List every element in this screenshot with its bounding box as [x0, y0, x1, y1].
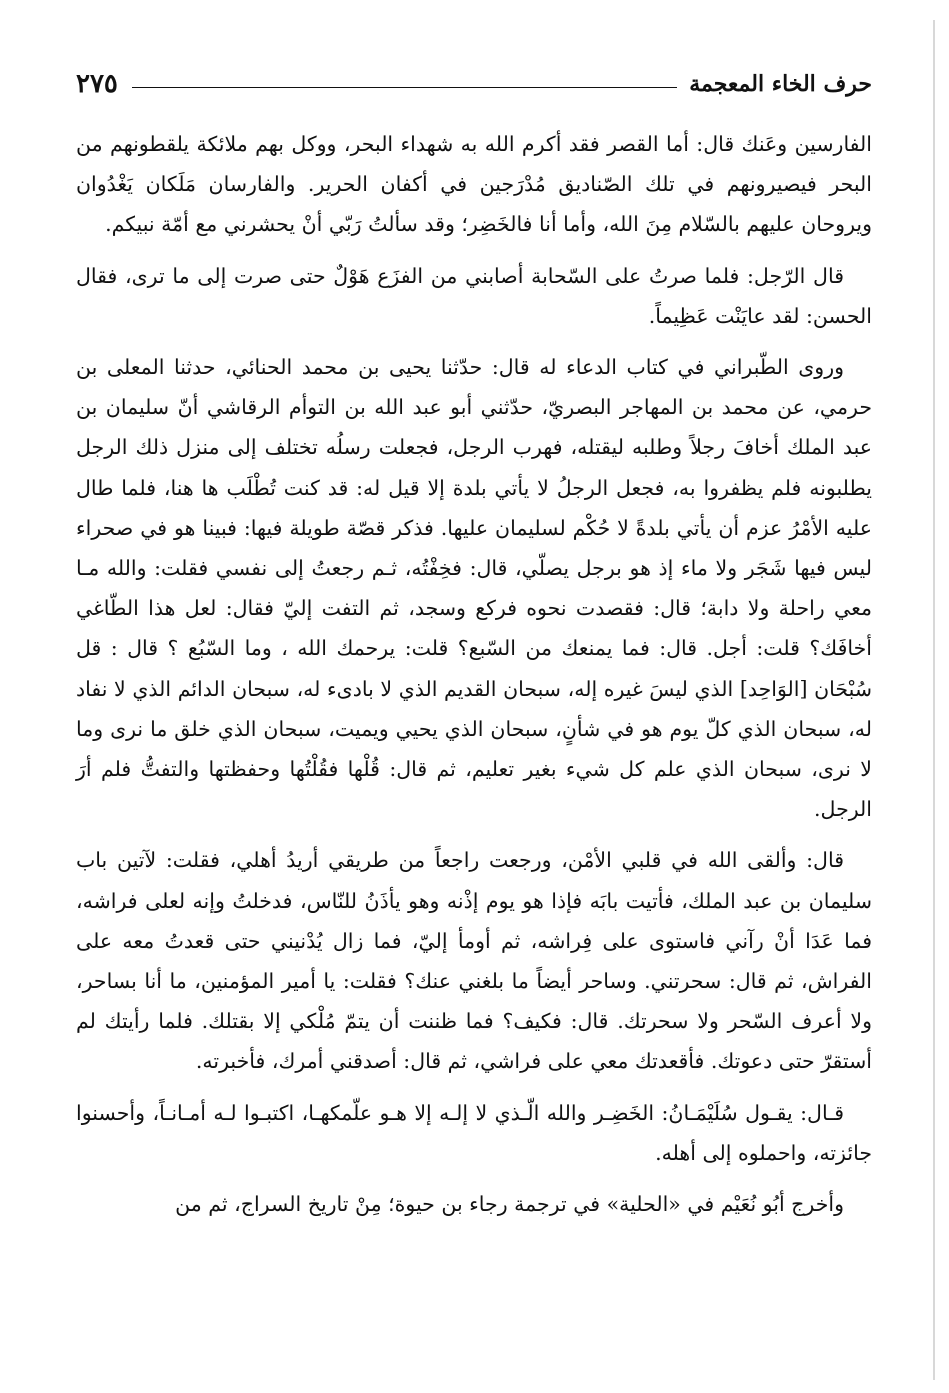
page-edge-shadow	[933, 20, 935, 1380]
paragraph: وروى الطّبراني في كتاب الدعاء له قال: حدّثنا يحيى بن محمد الحنائي، حدثنا المعلى بن حرمي، عن محمد بن المهاجر البصريّ، حدّثني أبو عبد الله بن التوأم الرقاشي أنّ سليمان بن عبد الملك أخافَ رجلاً وطلبه ليقتله، فهرب الرجل، فجعلت رسلُه تختلف إلى منزل ذلك الرجل يطلبونه فلم يظفروا به، فجعل الرجلُ لا يأتي بلدة إلا قيل له: قد كنت تُطْلَب ها هنا، فلما طال عليه الأمْرُ عزم أن يأتي بلدةً لا حُكْم لسليمان عليها. فذكر قصّة طويلة فيها: فبينا هو في صحراء ليس فيها شَجَر ولا ماء إذ هو برجل يصلّي، قال: فخِفْتُه، ثـم رجعتُ إلى نفسي فقلت: والله مـا معي راحلة ولا دابة؛ قال: فقصدت نحوه فركع وسجد، ثم التفت إليّ فقال: لعل هذا الطّاغي أخافَك؟ قلت: أجل. قال: فما يمنعك من السّبع؟ قلت: يرحمك الله ، وما السّبُع ؟ قال : قل سُبْحَان [الوَاحِد] الذي ليسَ غيره إله، سبحان القديم الذي لا بادىء له، سبحان الدائم الذي لا نفاد له، سبحان الذي كلّ يوم هو في شأنٍ، سبحان الذي يحيي ويميت، سبحان الذي خلق ما نرى وما لا نرى، سبحان الذي علم كل شيء بغير تعليم، ثم قال: قُلْها فقُلْتُها وحفظتها والتفتُّ فلم أرَ الرجل.	[76, 355, 872, 822]
paragraph: قـال: يقـول سُلَيْمَـانُ: الخَضِـر والله الّـذي لا إلـه إلا هـو علّمكهـا، اكتبـوا لـه أمـانـاً، وأحسنوا جائزته، واحملوه إلى أهله.	[76, 1100, 872, 1165]
paragraph: قال: وألقى الله في قلبي الأمْن، ورجعت راجعاً من طريقي أريدُ أهلي، فقلت: لآتين باب سليمان بن عبد الملك، فأتيت بابَه فإذا هو يوم إذْنه وهو يأذَنُ للنّاس، فدخلتُ وإنه لعلى فراشه، فما عَدَا أنْ رآني فاستوى على فِراشه، ثم أومأ إليّ، فما زال يُدْنيني حتى قعدتُ معه على الفراش، ثم قال: سحرتني. وساحر أيضاً ما بلغني عنك؟ فقلت: يا أمير المؤمنين، ما أنا بساحر، ولا أعرف السّحر ولا سحرتك. قال: فكيف؟ فما ظننت أن يتمّ مُلْكي إلا بقتلك. فلما رأيتك لم أستقرّ حتى دعوتك. فأقعدتك معي على فراشي، ثم قال: أصدقني أمرك، فأخبرته.	[76, 848, 872, 1074]
paragraph: وأخرج أبُو نُعَيْم في «الحلية» في ترجمة رجاء بن حيوة؛ مِنْ تاريخ السراج، ثم من	[175, 1192, 844, 1217]
body-text	[76, 124, 872, 1235]
chapter-title: حرف الخاء المعجمة	[689, 71, 872, 97]
page-number: ٢٧٥	[76, 69, 118, 99]
paragraph: قال الرّجل: فلما صرتُ على السّحابة أصابني من الفزَع هَوْلٌ حتى صرت إلى ما ترى، فقال الحسن: لقد عايَنْت عَظِيماً.	[76, 263, 872, 328]
header-rule	[132, 87, 677, 88]
paragraph: الفارسين وعَنك قال: أما القصر فقد أكرم الله به شهداء البحر، ووكل بهم ملائكة يلقطونهم من البحر فيصيرونهم في تلك الصّناديق مُدْرَجين في أكفان الحرير. والفارسان مَلَكان يَغْدُوان ويروحان عليهم بالسّلام مِنَ الله، وأما أنا فالخَضِر؛ وقد سألتُ رَبّي أنْ يحشرني مع أمّة نبيكم.	[76, 132, 872, 237]
running-header	[76, 64, 872, 104]
